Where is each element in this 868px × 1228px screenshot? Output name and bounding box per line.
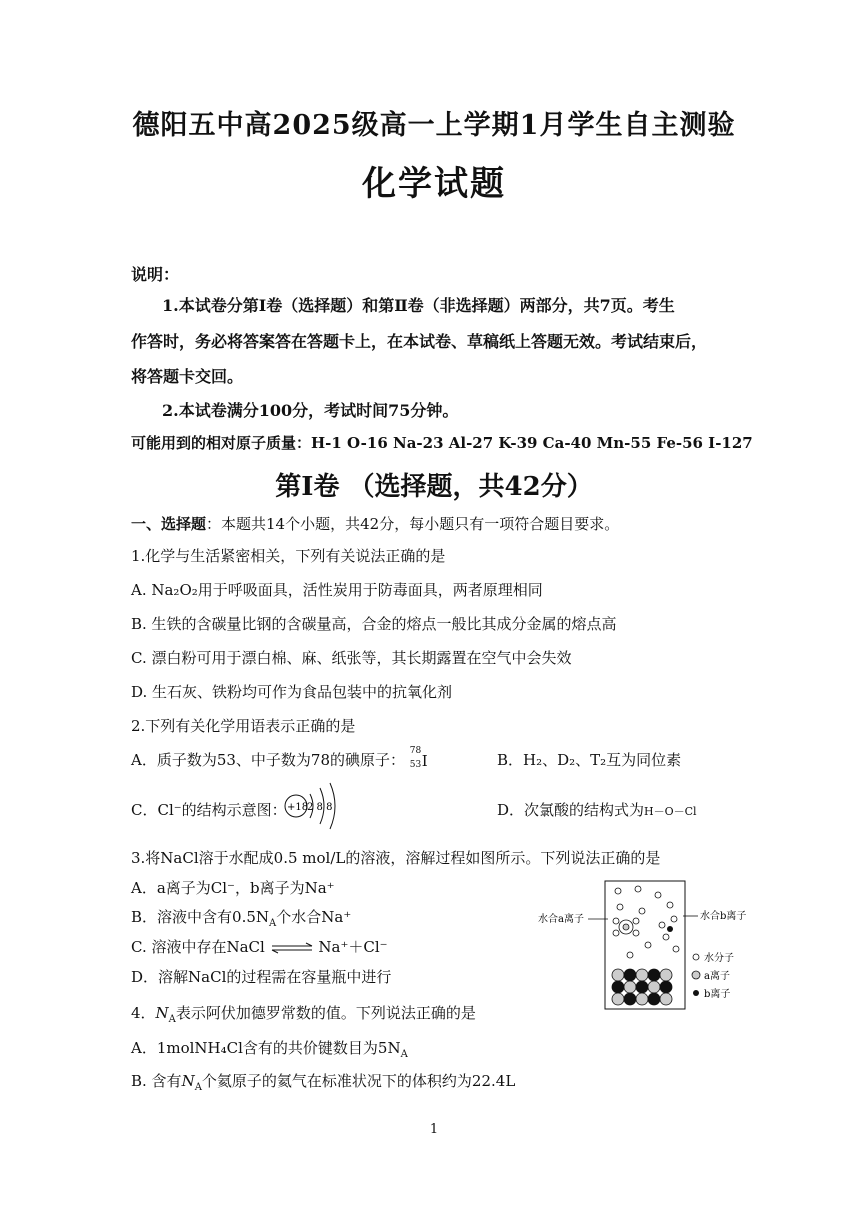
q1-option-c: C. 漂白粉可用于漂白棉、麻、纸张等，其长期露置在空气中会失效 <box>131 649 572 667</box>
q4-stem-sub: A <box>168 1014 176 1025</box>
electron-counts: 2 8 8 <box>307 802 333 813</box>
section-title: 第Ⅰ卷 （选择题，共42分） <box>275 472 593 502</box>
iodine-nuclide <box>409 746 436 770</box>
q3-option-c-text: C. 溶液中存在NaCl <box>131 938 265 956</box>
q2-option-c-text: C．Cl⁻的结构示意图： <box>131 801 287 819</box>
q1-option-d: D. 生石灰、铁粉均可作为食品包装中的抗氧化剂 <box>131 683 453 701</box>
nuclide-symbol: I <box>421 752 428 770</box>
q2-option-b: B．H₂、D₂、T₂互为同位素 <box>497 751 682 769</box>
q4-stem-pre: 4． <box>131 1004 156 1022</box>
legend-b-ion: b离子 <box>704 989 731 1000</box>
exam-title: 德阳五中高2025级高一上学期1月学生自主测验 <box>132 110 736 141</box>
q3-option-c-rest: Na⁺＋Cl⁻ <box>318 938 388 956</box>
q2-option-d <box>497 799 697 820</box>
legend-a-icon <box>692 971 700 979</box>
nuclide-mass-number: 78 <box>409 746 422 756</box>
q2-option-c <box>131 799 287 820</box>
q3-option-b-text: B．溶液中含有0.5N <box>131 908 270 926</box>
legend-water-icon <box>693 954 699 960</box>
instructions-label: 说明： <box>131 265 180 284</box>
section-intro-label: 一、选择题 <box>131 515 207 533</box>
q4-option-b <box>131 1070 515 1093</box>
q2-option-d-text: D．次氯酸的结构式为 <box>497 801 645 819</box>
instruction-item-1-line-1: 1.本试卷分第Ⅰ卷（选择题）和第Ⅱ卷（非选择题）两部分，共7页。考生 <box>162 296 675 315</box>
q3-option-d: D．溶解NaCl的过程需在容量瓶中进行 <box>131 968 392 986</box>
instruction-item-2: 2.本试卷满分100分，考试时间75分钟。 <box>162 401 459 420</box>
q4-option-b-pre: B. 含有 <box>131 1072 182 1090</box>
q1-option-b: B. 生铁的含碳量比钢的含碳量高，合金的熔点一般比其成分金属的熔点高 <box>131 615 617 633</box>
q2-stem: 2.下列有关化学用语表示正确的是 <box>131 717 356 735</box>
exam-subject-title: 化学试题 <box>362 164 506 204</box>
q3-stem: 3.将NaCl溶于水配成0.5 mol/L的溶液，溶解过程如图所示。下列说法正确的是 <box>131 849 661 867</box>
q1-option-a: A. Na₂O₂用于呼吸面具，活性炭用于防毒面具，两者原理相同 <box>131 581 543 599</box>
legend-water: 水分子 <box>704 953 734 964</box>
b-ion-free <box>667 926 673 932</box>
label-hydrated-b-ion: 水合b离子 <box>700 911 747 922</box>
instruction-item-1-line-2: 作答时，务必将答案答在答题卡上，在本试卷、草稿纸上答题无效。考试结束后， <box>131 332 708 351</box>
section-intro <box>131 513 619 534</box>
equilibrium-arrow-icon <box>270 942 314 954</box>
water-molecules <box>613 886 679 958</box>
q4-option-b-rest: 个氦原子的氦气在标准状况下的体积约为22.4L <box>201 1072 516 1090</box>
legend-a-ion: a离子 <box>704 971 730 982</box>
q4-option-a-sub: A <box>400 1049 408 1060</box>
q4-option-b-sub: A <box>194 1082 202 1093</box>
q4-option-a <box>131 1037 408 1060</box>
nuclide-atomic-number: 53 <box>409 760 422 770</box>
q3-option-b-rest: 个水合Na⁺ <box>276 908 352 926</box>
legend-b-icon <box>693 990 699 996</box>
q1-stem: 1.化学与生活紧密相关，下列有关说法正确的是 <box>131 547 446 565</box>
q4-option-b-na: N <box>181 1072 195 1090</box>
nacl-crystal <box>612 969 672 1005</box>
page-number: 1 <box>429 1122 439 1137</box>
nacl-dissolution-diagram <box>530 875 770 1015</box>
q3-option-b <box>131 906 351 929</box>
atomic-masses: 可能用到的相对原子质量：H-1 O-16 Na-23 Al-27 K-39 Ca-40 Mn-55 Fe-56 I-127 <box>131 434 753 452</box>
chloride-structure-diagram <box>282 780 362 830</box>
label-hydrated-a-ion: 水合a离子 <box>538 914 584 925</box>
q4-stem-rest: 表示阿伏加德罗常数的值。下列说法正确的是 <box>175 1004 476 1022</box>
hypochlorous-formula: H－O－Cl <box>644 805 697 818</box>
q2-option-a-text: A．质子数为53、中子数为78的碘原子： <box>131 751 406 769</box>
nucleus-charge: +18 <box>287 802 309 813</box>
q3-option-b-sub: A <box>269 918 277 929</box>
instruction-item-1-line-3: 将答题卡交回。 <box>131 367 244 386</box>
section-intro-text: ：本题共14个小题，共42分，每小题只有一项符合题目要求。 <box>206 515 620 533</box>
q3-option-c <box>131 936 388 957</box>
q4-option-a-text: A．1molNH₄Cl含有的共价键数目为5N <box>131 1039 401 1057</box>
q3-option-a: A．a离子为Cl⁻，b离子为Na⁺ <box>131 879 335 897</box>
q4-stem-na: N <box>155 1004 169 1022</box>
q4-stem <box>131 1002 476 1025</box>
q2-option-a <box>131 746 436 770</box>
